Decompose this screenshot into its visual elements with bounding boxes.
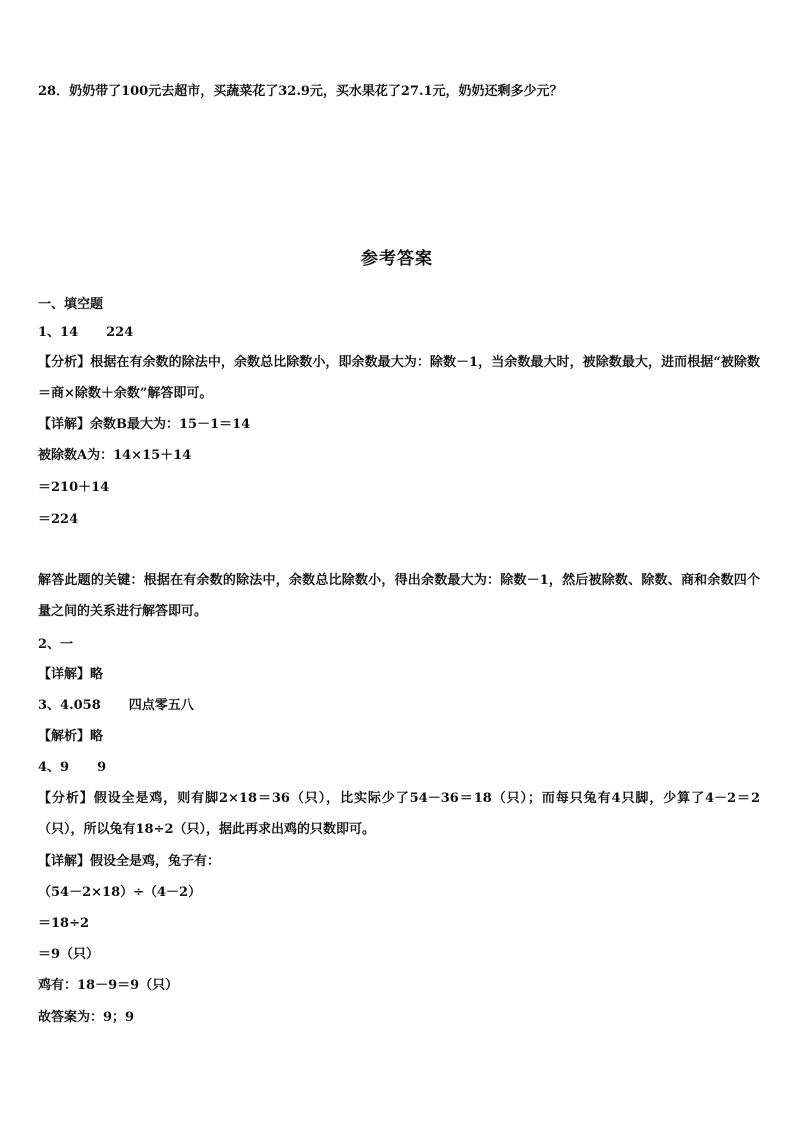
answer-title: 参考答案 — [361, 249, 433, 269]
q1-answer-line — [38, 325, 133, 341]
q1-detail-4: ＝224 — [38, 512, 79, 527]
q4-answer-b: 9 — [97, 760, 107, 775]
q4-detail-6: 故答案为：9；9 — [38, 1010, 135, 1025]
section-fill-in-blank: 一、填空题 — [38, 297, 104, 312]
q3-detail: 【解析】略 — [38, 729, 104, 744]
q4-detail-1: 【详解】假设全是鸡，兔子有： — [38, 854, 221, 869]
q4-analysis: 【分析】假设全是鸡，则有脚2×18＝36（只），比实际少了54－36＝18（只）；而每只兔有4只脚，少算了4－2＝2（只），所以兔有18÷2（只），据此再求出鸡的只数即可。 — [38, 791, 760, 837]
q4-detail-5: 鸡有：18－9＝9（只） — [38, 978, 179, 993]
q1-answer-a: 1、14 — [38, 325, 79, 340]
q1-detail-3: ＝210＋14 — [38, 480, 110, 495]
q4-answer-a: 4、9 — [38, 760, 70, 775]
q4-detail-2: （54－2×18）÷（4－2） — [38, 885, 202, 900]
q3-answer-line — [38, 698, 194, 714]
q1-answer-b: 224 — [106, 325, 134, 340]
question-28: 28．奶奶带了100元去超市，买蔬菜花了32.9元，买水果花了27.1元，奶奶还剩多少元？ — [38, 84, 563, 99]
q2-answer-line: 2、一 — [38, 637, 74, 652]
q1-analysis: 【分析】根据在有余数的除法中，余数总比除数小，即余数最大为：除数－1，当余数最大时，被除数最大，进而根据“被除数＝商×除数＋余数”解答即可。 — [38, 355, 760, 401]
q2-detail: 【详解】略 — [38, 667, 104, 682]
q4-detail-3: ＝18÷2 — [38, 916, 90, 931]
q3-answer-b: 四点零五八 — [128, 698, 194, 713]
q4-detail-4: ＝9（只） — [38, 947, 100, 962]
q1-detail-1: 【详解】余数B最大为：15－1＝14 — [38, 417, 251, 432]
q4-answer-line — [38, 760, 106, 776]
q3-answer-a: 3、4.058 — [38, 698, 101, 713]
q1-detail-2: 被除数A为：14×15＋14 — [38, 448, 192, 463]
q1-key-point: 解答此题的关键：根据在有余数的除法中，余数总比除数小，得出余数最大为：除数－1，然后被除数、除数、商和余数四个量之间的关系进行解答即可。 — [38, 573, 760, 619]
